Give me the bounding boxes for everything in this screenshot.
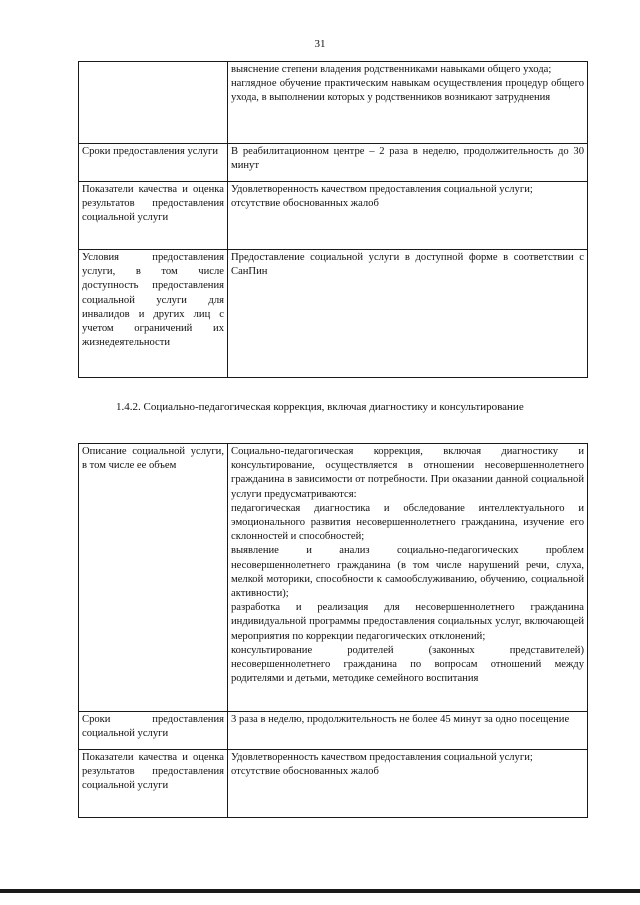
row-description — [228, 712, 588, 750]
page-number: 31 — [314, 38, 326, 50]
service-table-2 — [78, 443, 588, 818]
table-row — [79, 444, 588, 712]
row-description — [228, 182, 588, 250]
description-line: выявление и анализ социально-педагогических проблем несовершеннолетнего гражданина (в том числе нарушений речи, слуха, мелкой моторики, способности к самообслуживанию, обучению, социальной активности); — [231, 545, 584, 600]
description-line: отсутствие обоснованных жалоб — [231, 766, 379, 778]
row-label: Показатели качества и оценка результатов предоставления социальной услуги — [79, 182, 228, 250]
description-line: выяснение степени владения родственниками навыками общего ухода; — [231, 64, 552, 75]
description-line: В реабилитационном центре – 2 раза в неделю, продолжительность до 30 минут — [231, 146, 584, 172]
table-row — [79, 62, 588, 144]
description-line: отсутствие обоснованных жалоб — [231, 198, 379, 210]
row-description — [228, 750, 588, 818]
description-line: наглядное обучение практическим навыкам осуществления процедур общего ухода, в выполнении которых у родственников возникают затруднения — [231, 78, 584, 104]
service-table-1 — [78, 61, 588, 378]
table-row — [79, 712, 588, 750]
table-row — [79, 750, 588, 818]
description-line: Удовлетворенность качеством предоставления социальной услуги; — [231, 184, 533, 195]
bottom-rule — [0, 889, 640, 893]
row-label — [79, 62, 228, 144]
description-line: педагогическая диагностика и обследование интеллектуального и эмоционального развития несовершеннолетнего гражданина, изучение его склонностей и способностей; — [231, 502, 584, 543]
row-label: Сроки предоставления социальной услуги — [79, 712, 228, 750]
row-description — [228, 250, 588, 378]
table-row — [79, 182, 588, 250]
row-label: Сроки предоставления услуги — [79, 144, 228, 182]
description-line: Предоставление социальной услуги в доступной форме в соответствии с СанПин — [231, 252, 584, 278]
description-line: разработка и реализация для несовершеннолетнего гражданина индивидуальной программы предоставления социальных услуг, включающей мероприятия по коррекции педагогических отклонений; — [231, 602, 584, 642]
row-label: Условия предоставления услуги, в том числе доступность предоставления социальной услуги для инвалидов и других лиц с учетом ограничений их жизнедеятельности — [79, 250, 228, 378]
table-row — [79, 144, 588, 182]
table-row — [79, 250, 588, 378]
description-line: Удовлетворенность качеством предоставления социальной услуги; — [231, 752, 533, 763]
row-label: Показатели качества и оценка результатов предоставления социальной услуги — [79, 750, 228, 818]
description-line: Социально-педагогическая коррекция, включая диагностику и консультирование, осуществляется в отношении несовершеннолетнего гражданина в зависимости от потребности. При оказании данной социальной услуги предусматриваются: — [231, 446, 584, 500]
row-description — [228, 144, 588, 182]
row-description — [228, 444, 588, 712]
row-label: Описание социальной услуги, в том числе ее объем — [79, 444, 228, 712]
row-description — [228, 62, 588, 144]
description-line: консультирование родителей (законных представителей) несовершеннолетнего гражданина по вопросам отношений между родителями и детьми, методике семейного воспитания — [231, 644, 584, 685]
description-line: 3 раза в неделю, продолжительность не более 45 минут за одно посещение — [231, 714, 570, 725]
section-heading: 1.4.2. Социально-педагогическая коррекция, включая диагностику и консультирование — [116, 401, 524, 413]
